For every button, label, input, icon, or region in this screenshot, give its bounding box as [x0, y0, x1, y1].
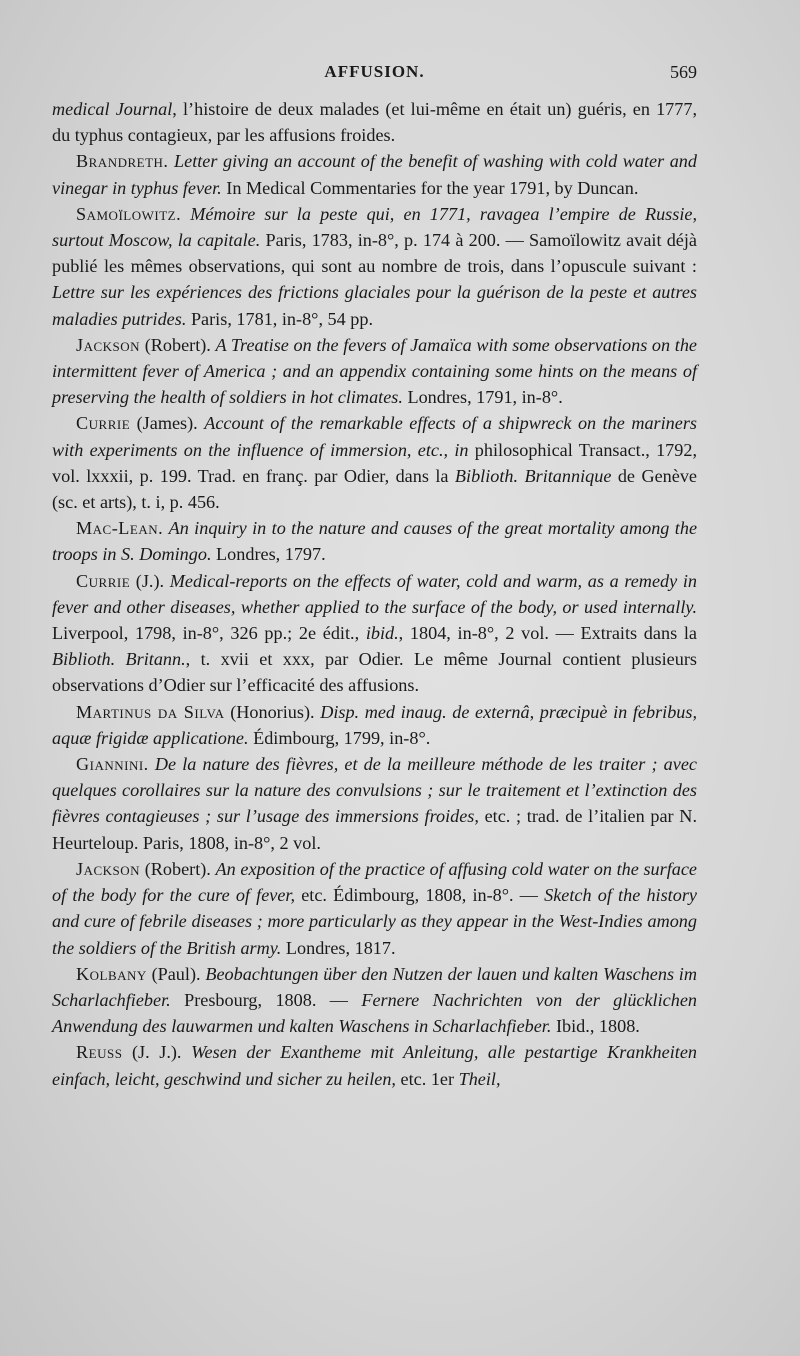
page-number: 569 — [670, 62, 697, 82]
bibliography-entry — [52, 856, 697, 961]
entry-title: Medical-reports on the effects of water, cold and warm, as a remedy in fever and other diseases, whether applied to the surface of the body, or used internally. — [52, 570, 697, 617]
entry-reference: , l’histoire de deux malades (et lui-même en était un) guéris, en 1777, du typhus contagieux, par les affusions froides. — [52, 99, 697, 146]
entry-reference: In Medical Commentaries for the year 1791, by Duncan. — [221, 177, 639, 198]
bibliography-entry — [52, 1039, 697, 1091]
entry-title: medical Journal — [52, 99, 173, 119]
entry-title: A Treatise on the fevers of Jamaïca with some observations on the intermittent fever of America ; and an appendix containing some hints on the means of preserving the health of soldiers in hot climates. — [52, 334, 697, 408]
entry-reference: etc. ; trad. de l’italien par N. Heurteloup. Paris, 1808, in-8°, 2 vol. — [52, 806, 697, 853]
entry-reference-secondary: , 1804, in-8°, 2 vol. — Extraits dans la — [398, 623, 697, 644]
entry-reference: Londres, 1797. — [211, 544, 326, 565]
entry-author: Martinus da Silva — [76, 701, 225, 722]
entry-reference: Presbourg, 1808. — — [170, 989, 362, 1010]
entry-title: Account of the remarkable effects of a shipwreck on the mariners with experiments on the influence of immersion, etc., in — [52, 413, 697, 460]
entry-author: Jackson — [76, 334, 141, 355]
entry-reference: Liverpool, 1798, in-8°, 326 pp.; 2e édit., — [52, 623, 366, 644]
entry-title-secondary: Fernere Nachrichten von der glücklichen Anwendung des lauwarmen und kalten Waschens in Scharlachfieber. — [52, 989, 697, 1037]
entry-author: Kolbany — [76, 963, 147, 984]
bibliography-entry — [52, 515, 697, 567]
entry-author-extra: (James). — [130, 413, 205, 434]
entry-reference: Édimbourg, 1799, in-8°. — [248, 727, 431, 748]
entry-title: Disp. med inaug. de externâ, præcipuè in febribus, aquæ frigidæ applicatione. — [52, 701, 698, 748]
bibliography-entry — [52, 961, 697, 1040]
entry-author: Brandreth. — [76, 151, 169, 172]
bibliography-text — [52, 96, 697, 1092]
entry-author-extra: (Robert). — [140, 334, 216, 355]
entry-author: Jackson — [76, 858, 141, 879]
entry-title-secondary: Sketch of the history and cure of febrile diseases ; more particularly as they appear in the West-Indies among the soldiers of the British army. — [52, 885, 697, 958]
entry-reference: etc. 1er — [395, 1068, 459, 1089]
page-header-title: AFFUSION. — [324, 62, 425, 81]
bibliography-entry — [52, 201, 697, 332]
bibliography-entry — [52, 410, 697, 515]
entry-author-extra: (J. J.). — [122, 1042, 192, 1063]
entry-title-secondary: Biblioth. Britannique — [454, 465, 612, 486]
entry-author: Currie — [76, 570, 131, 591]
entry-reference-secondary: de Genève (sc. et arts), t. i, p. 456. — [52, 465, 697, 513]
entry-title: De la nature des fièvres, et de la meilleure méthode de les traiter ; avec quelques corollaires sur la nature des convulsions ; sur le traitement et l’extinction des fièvres contagieuses ; sur l’usage des immersions froides, — [52, 754, 697, 827]
entry-author: Currie — [76, 413, 131, 434]
entry-title: Mémoire sur la peste qui, en 1771, ravagea l’empire de Russie, surtout Moscow, la capitale. — [52, 203, 697, 251]
entry-reference: philosophical Transact., 1792, vol. lxxxii, p. 199. Trad. en franç. par Odier, dans la — [52, 439, 697, 486]
entry-author: Samoïlowitz. — [76, 203, 182, 224]
entry-author-extra: (Honorius). — [224, 701, 321, 722]
entry-author-extra: (Robert). — [140, 858, 216, 879]
entry-title-secondary: ibid. — [365, 623, 399, 644]
entry-author-extra: (Paul). — [146, 963, 206, 984]
entry-reference: etc. Édimbourg, 1808, in-8°. — — [295, 885, 545, 906]
bibliography-entry — [52, 332, 697, 411]
entry-title: Letter giving an account of the benefit of washing with cold water and vinegar in typhus fever. — [52, 151, 697, 198]
entry-reference: Londres, 1791, in-8°. — [402, 387, 563, 408]
entry-title-secondary: Theil, — [458, 1068, 501, 1089]
entry-title: Beobachtungen über den Nutzen der lauen und kalten Waschens im Scharlachfieber. — [52, 963, 697, 1010]
entry-title: Wesen der Exantheme mit Anleitung, alle pestartige Krankheiten einfach, leicht, geschwind und sicher zu heilen, — [52, 1042, 697, 1089]
entry-author: Mac-Lean. — [76, 518, 164, 539]
entry-reference-secondary: Londres, 1817. — [281, 937, 396, 958]
entry-title: An inquiry in to the nature and causes of the great mortality among the troops in S. Domingo. — [52, 518, 698, 565]
entry-author: Giannini. — [76, 754, 149, 775]
entry-title: An exposition of the practice of affusing cold water on the surface of the body for the cure of fever, — [52, 858, 697, 906]
bibliography-entry — [52, 568, 697, 699]
running-head — [52, 62, 697, 88]
bibliography-entry — [52, 148, 697, 200]
entry-title-tertiary: Biblioth. Britann. — [52, 649, 186, 670]
entry-title-secondary: Lettre sur les expériences des frictions glaciales pour la guérison de la peste et autres maladies putrides. — [52, 282, 697, 329]
entry-author-extra: (J.). — [130, 570, 170, 591]
entry-reference-secondary: Paris, 1781, in-8°, 54 pp. — [186, 308, 374, 329]
bibliography-entry — [52, 751, 697, 856]
entry-reference-tertiary: , t. xvii et xxx, par Odier. Le même Journal contient plusieurs observations d’Odier sur l’efficacité des affusions. — [52, 649, 697, 696]
bibliography-entry — [52, 96, 697, 148]
entry-reference-secondary: Ibid., 1808. — [551, 1016, 640, 1037]
entry-reference: Paris, 1783, in-8°, p. 174 à 200. — Samoïlowitz avait déjà publié les mêmes observations, qui sont au nombre de trois, dans l’opuscule suivant : — [52, 230, 697, 277]
entry-author: Reuss — [76, 1042, 123, 1063]
bibliography-entry — [52, 699, 697, 751]
